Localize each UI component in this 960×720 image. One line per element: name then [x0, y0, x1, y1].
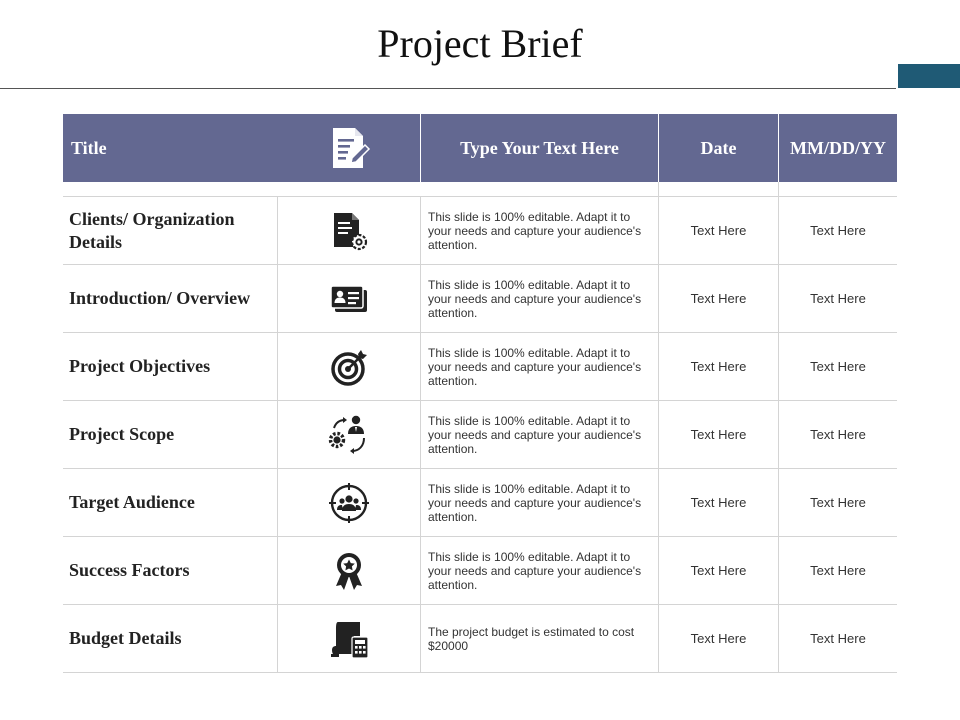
- row-label: Clients/ Organization Details: [69, 208, 235, 252]
- row-label: Budget Details: [69, 628, 182, 648]
- award-ribbon-icon: [328, 550, 370, 592]
- row-value[interactable]: Text Here: [778, 537, 897, 604]
- audience-crosshair-icon: [328, 482, 370, 524]
- row-value[interactable]: Text Here: [778, 197, 897, 264]
- row-description[interactable]: This slide is 100% editable. Adapt it to your needs and capture your audience's attention.: [420, 265, 658, 332]
- row-icon-cell: [277, 265, 420, 332]
- header-date-col: Date: [658, 114, 778, 182]
- row-value[interactable]: Text Here: [778, 469, 897, 536]
- header-title: Title: [71, 137, 107, 158]
- row-date[interactable]: Text Here: [658, 605, 778, 672]
- document-edit-icon: [325, 124, 373, 172]
- row-label: Project Scope: [69, 424, 175, 444]
- row-date[interactable]: Text Here: [658, 537, 778, 604]
- header-text-col: Type Your Text Here: [420, 114, 658, 182]
- table-row: [63, 469, 897, 537]
- row-value[interactable]: Text Here: [778, 333, 897, 400]
- row-date[interactable]: Text Here: [658, 469, 778, 536]
- row-label: Introduction/ Overview: [69, 288, 251, 308]
- row-description[interactable]: This slide is 100% editable. Adapt it to your needs and capture your audience's attention.: [420, 197, 658, 264]
- id-card-icon: [328, 278, 370, 320]
- row-icon-cell: [277, 469, 420, 536]
- row-icon-cell: [277, 197, 420, 264]
- row-date[interactable]: Text Here: [658, 197, 778, 264]
- person-gear-cycle-icon: [328, 414, 370, 456]
- page-title: Project Brief: [377, 21, 583, 66]
- table-row: [63, 197, 897, 265]
- row-description[interactable]: The project budget is estimated to cost $20000: [420, 605, 658, 672]
- header-title-cell: [63, 114, 420, 182]
- row-icon-cell: [277, 605, 420, 672]
- brief-table: [63, 114, 897, 673]
- row-description[interactable]: This slide is 100% editable. Adapt it to your needs and capture your audience's attention.: [420, 401, 658, 468]
- row-label: Target Audience: [69, 492, 195, 512]
- row-value[interactable]: Text Here: [778, 265, 897, 332]
- document-gear-icon: [328, 210, 370, 252]
- table-row: [63, 265, 897, 333]
- table-row: [63, 605, 897, 673]
- row-date[interactable]: Text Here: [658, 401, 778, 468]
- row-icon-cell: [277, 333, 420, 400]
- header-format-col: MM/DD/YY: [778, 114, 897, 182]
- table-header: [63, 114, 897, 182]
- scroll-calculator-icon: [328, 618, 370, 660]
- target-icon: [328, 346, 370, 388]
- row-icon-cell: [277, 537, 420, 604]
- row-label: Project Objectives: [69, 356, 211, 376]
- row-icon-cell: [277, 401, 420, 468]
- table-row: [63, 537, 897, 605]
- table-row: [63, 401, 897, 469]
- accent-bar: [898, 64, 960, 88]
- row-description[interactable]: This slide is 100% editable. Adapt it to your needs and capture your audience's attention.: [420, 469, 658, 536]
- header-spacer-row: [63, 182, 897, 197]
- row-date[interactable]: Text Here: [658, 333, 778, 400]
- row-label: Success Factors: [69, 560, 190, 580]
- row-value[interactable]: Text Here: [778, 605, 897, 672]
- row-description[interactable]: This slide is 100% editable. Adapt it to your needs and capture your audience's attention.: [420, 537, 658, 604]
- row-value[interactable]: Text Here: [778, 401, 897, 468]
- table-row: [63, 333, 897, 401]
- row-date[interactable]: Text Here: [658, 265, 778, 332]
- title-divider: [0, 88, 896, 89]
- row-description[interactable]: This slide is 100% editable. Adapt it to your needs and capture your audience's attention.: [420, 333, 658, 400]
